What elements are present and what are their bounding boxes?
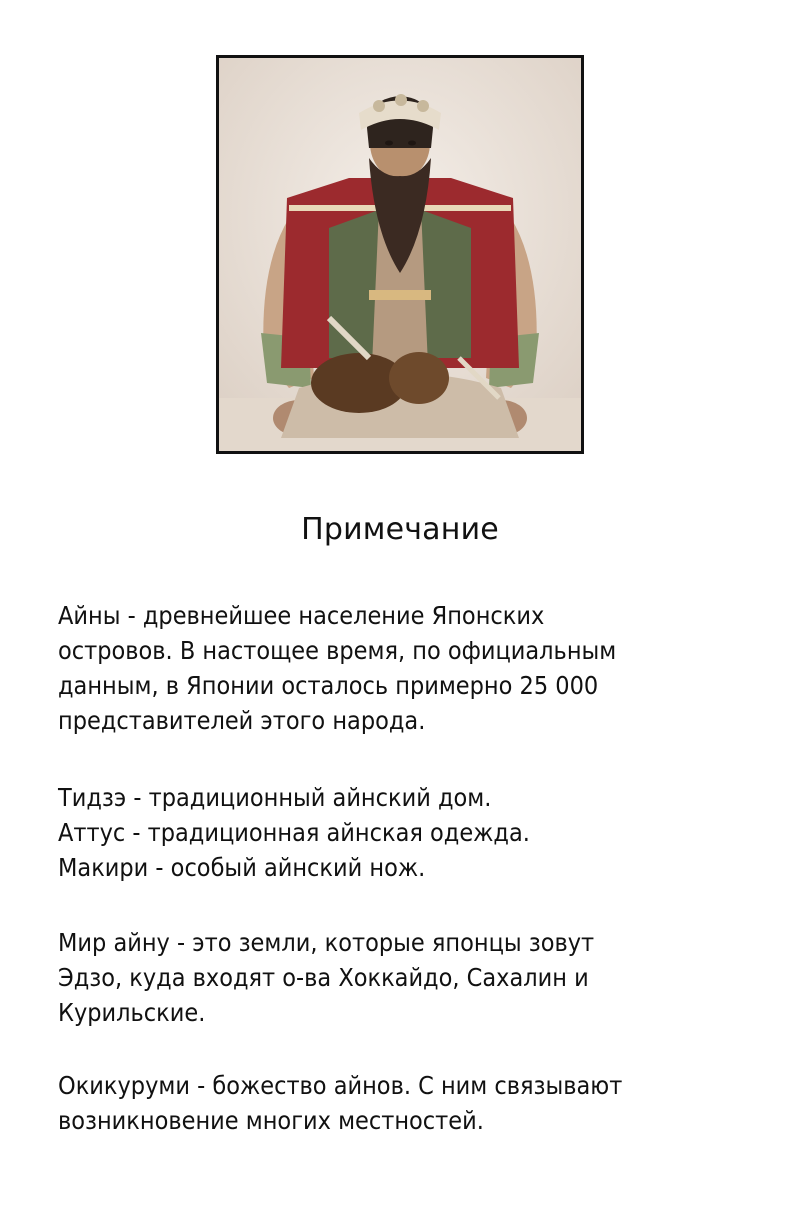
note-line: возникновение многих местностей.: [58, 1106, 484, 1135]
note-line: Айны - древнейшее население Японских: [58, 601, 545, 630]
note-line: Тидзэ - традиционный айнский дом.: [58, 783, 492, 812]
ainu-man-illustration: [219, 58, 581, 451]
note-paragraph-terms: [58, 780, 758, 885]
note-line: Окикуруми - божество айнов. С ним связывают: [58, 1071, 623, 1100]
note-paragraph-world: [58, 925, 758, 1030]
note-line: данным, в Японии осталось примерно 25 000: [58, 671, 599, 700]
note-line: Эдзо, куда входят о-ва Хоккайдо, Сахалин и: [58, 963, 589, 992]
ainu-portrait-photo: [216, 55, 584, 454]
note-line: представителей этого народа.: [58, 706, 426, 735]
note-line: Мир айну - это земли, которые японцы зовут: [58, 928, 595, 957]
page-title: Примечание: [301, 512, 499, 547]
note-line: Макири - особый айнский нож.: [58, 853, 426, 882]
note-paragraph-okikurumi: [58, 1068, 758, 1138]
note-paragraph-ainu: [58, 598, 758, 738]
note-line: Курильские.: [58, 998, 206, 1027]
note-line: островов. В настощее время, по официальным: [58, 636, 617, 665]
note-line: Аттус - традиционная айнская одежда.: [58, 818, 530, 847]
